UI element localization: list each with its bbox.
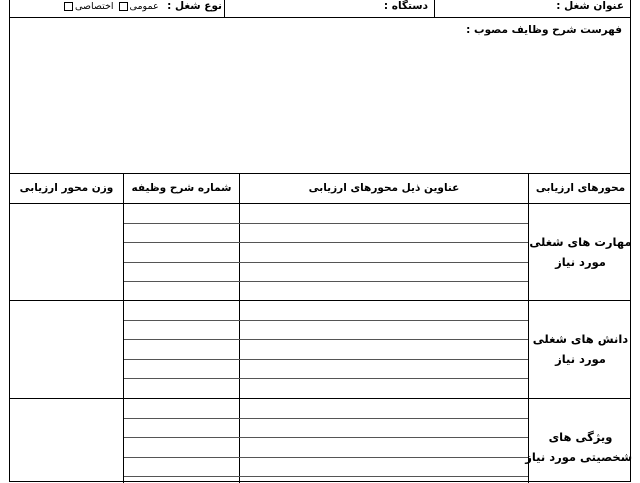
- row-line: [124, 339, 528, 340]
- group-separator-2: [10, 398, 630, 399]
- row-line: [124, 359, 528, 360]
- row-line: [124, 320, 528, 321]
- job-title-cell[interactable]: [434, 0, 630, 18]
- header-bar: [10, 0, 630, 18]
- axis-personality-traits-line1: ویژگی های: [548, 430, 613, 444]
- evaluation-form: [9, 0, 631, 482]
- job-type-label: نوع شغل :: [167, 0, 222, 12]
- job-type-options: [62, 1, 159, 12]
- device-label: دستگاه :: [383, 0, 428, 12]
- axis-personality-traits-line2: شخصیتی مورد نیاز: [525, 450, 632, 464]
- specialized-checkbox[interactable]: [64, 2, 73, 11]
- axis-job-knowledge-line2: مورد نیاز: [555, 352, 606, 366]
- job-title-label: عنوان شغل :: [556, 0, 624, 12]
- specialized-option-label: اختصاصی: [75, 1, 114, 12]
- group-separator-1: [10, 300, 630, 301]
- row-line: [124, 281, 528, 282]
- axis-job-knowledge-line1: دانش های شغلی: [532, 332, 629, 346]
- general-checkbox[interactable]: [119, 2, 128, 11]
- header-axis-weight: وزن محور ارزیابی: [19, 182, 114, 194]
- row-line: [124, 223, 528, 224]
- header-duty-number: شماره شرح وظیفه: [131, 182, 232, 194]
- approved-duties-title: فهرست شرح وظایف مصوب :: [466, 24, 622, 36]
- header-axes: محورهای ارزیابی: [535, 182, 626, 194]
- row-line: [124, 418, 528, 419]
- row-line: [124, 242, 528, 243]
- row-line: [124, 476, 528, 477]
- job-type-cell: [10, 0, 226, 18]
- header-bottom-border: [10, 203, 630, 204]
- header-sub-titles: عناوین ذیل محورهای ارزیابی: [308, 182, 460, 194]
- axis-personality-traits: [525, 427, 632, 467]
- row-line: [124, 262, 528, 263]
- row-line: [124, 437, 528, 438]
- axis-job-skills-line2: مورد نیاز: [555, 255, 606, 269]
- device-cell[interactable]: [224, 0, 434, 18]
- row-line: [124, 457, 528, 458]
- axis-job-knowledge: [529, 329, 632, 369]
- row-line: [124, 378, 528, 379]
- axis-job-skills: [529, 232, 632, 272]
- general-option-label: عمومی: [129, 1, 159, 12]
- axis-job-skills-line1: مهارت های شغلی: [529, 235, 632, 249]
